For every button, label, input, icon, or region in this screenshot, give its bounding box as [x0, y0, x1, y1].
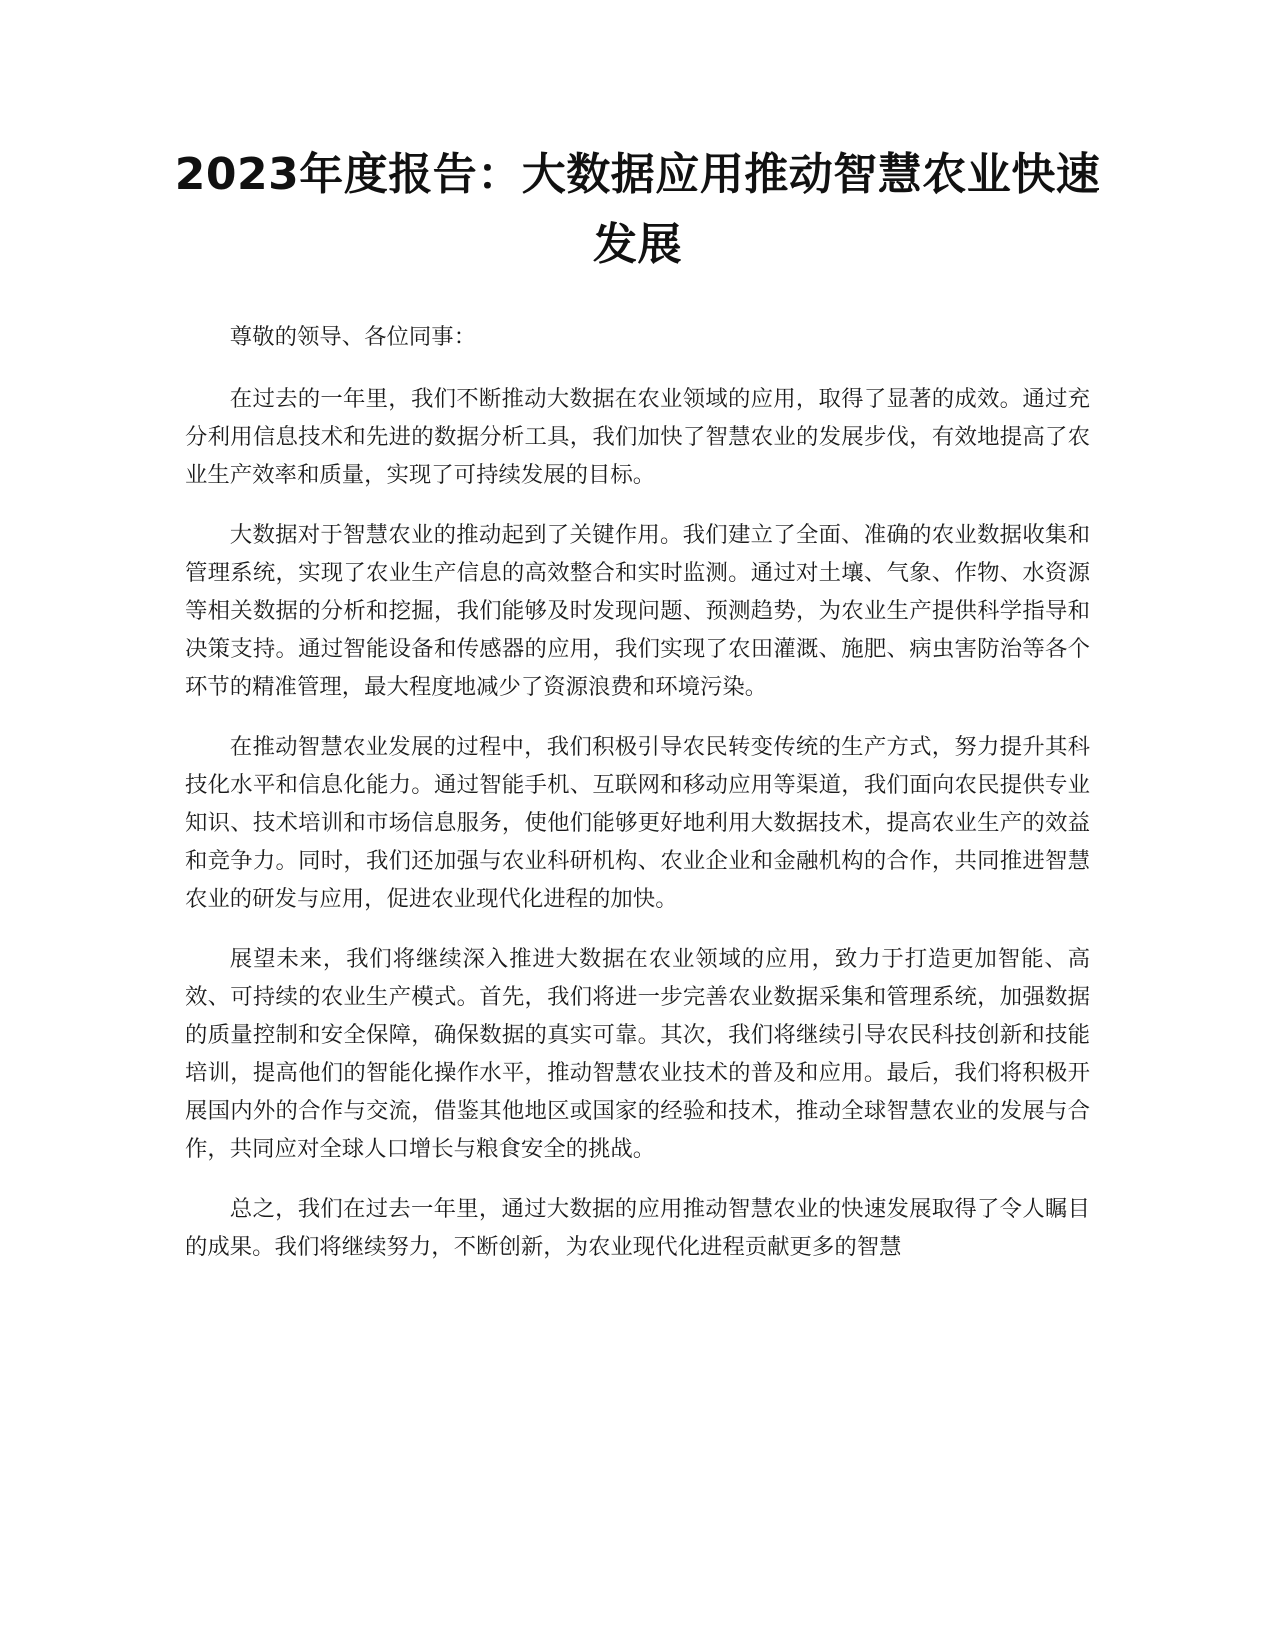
- paragraph-outlook: 展望未来，我们将继续深入推进大数据在农业领域的应用，致力于打造更加智能、高效、可持续的农业生产模式。首先，我们将进一步完善农业数据采集和管理系统，加强数据的质量控制和安全保障，确保数据的真实可靠。其次，我们将继续引导农民科技创新和技能培训，提高他们的智能化操作水平，推动智慧农业技术的普及和应用。最后，我们将积极开展国内外的合作与交流，借鉴其他地区或国家的经验和技术，推动全球智慧农业的发展与合作，共同应对全球人口增长与粮食安全的挑战。: [185, 946, 1090, 1162]
- paragraph-big-data-role: 大数据对于智慧农业的推动起到了关键作用。我们建立了全面、准确的农业数据收集和管理系统，实现了农业生产信息的高效整合和实时监测。通过对土壤、气象、作物、水资源等相关数据的分析和挖掘，我们能够及时发现问题、预测趋势，为农业生产提供科学指导和决策支持。通过智能设备和传感器的应用，我们实现了农田灌溉、施肥、病虫害防治等各个环节的精准管理，最大程度地减少了资源浪费和环境污染。: [185, 522, 1090, 700]
- paragraph-farmer-guidance: 在推动智慧农业发展的过程中，我们积极引导农民转变传统的生产方式，努力提升其科技化水平和信息化能力。通过智能手机、互联网和移动应用等渠道，我们面向农民提供专业知识、技术培训和市场信息服务，使他们能够更好地利用大数据技术，提高农业生产的效益和竞争力。同时，我们还加强与农业科研机构、农业企业和金融机构的合作，共同推进智慧农业的研发与应用，促进农业现代化进程的加快。: [185, 734, 1090, 912]
- paragraph-summary: 总之，我们在过去一年里，通过大数据的应用推动智慧农业的快速发展取得了令人瞩目的成果。我们将继续努力，不断创新，为农业现代化进程贡献更多的智慧: [185, 1196, 1090, 1260]
- document-title: 2023年度报告：大数据应用推动智慧农业快速发展: [174, 149, 1101, 270]
- salutation: 尊敬的领导、各位同事：: [229, 324, 477, 350]
- paragraph-review: 在过去的一年里，我们不断推动大数据在农业领域的应用，取得了显著的成效。通过充分利用信息技术和先进的数据分析工具，我们加快了智慧农业的发展步伐，有效地提高了农业生产效率和质量，实现了可持续发展的目标。: [185, 386, 1090, 488]
- document-body: [185, 318, 1090, 1288]
